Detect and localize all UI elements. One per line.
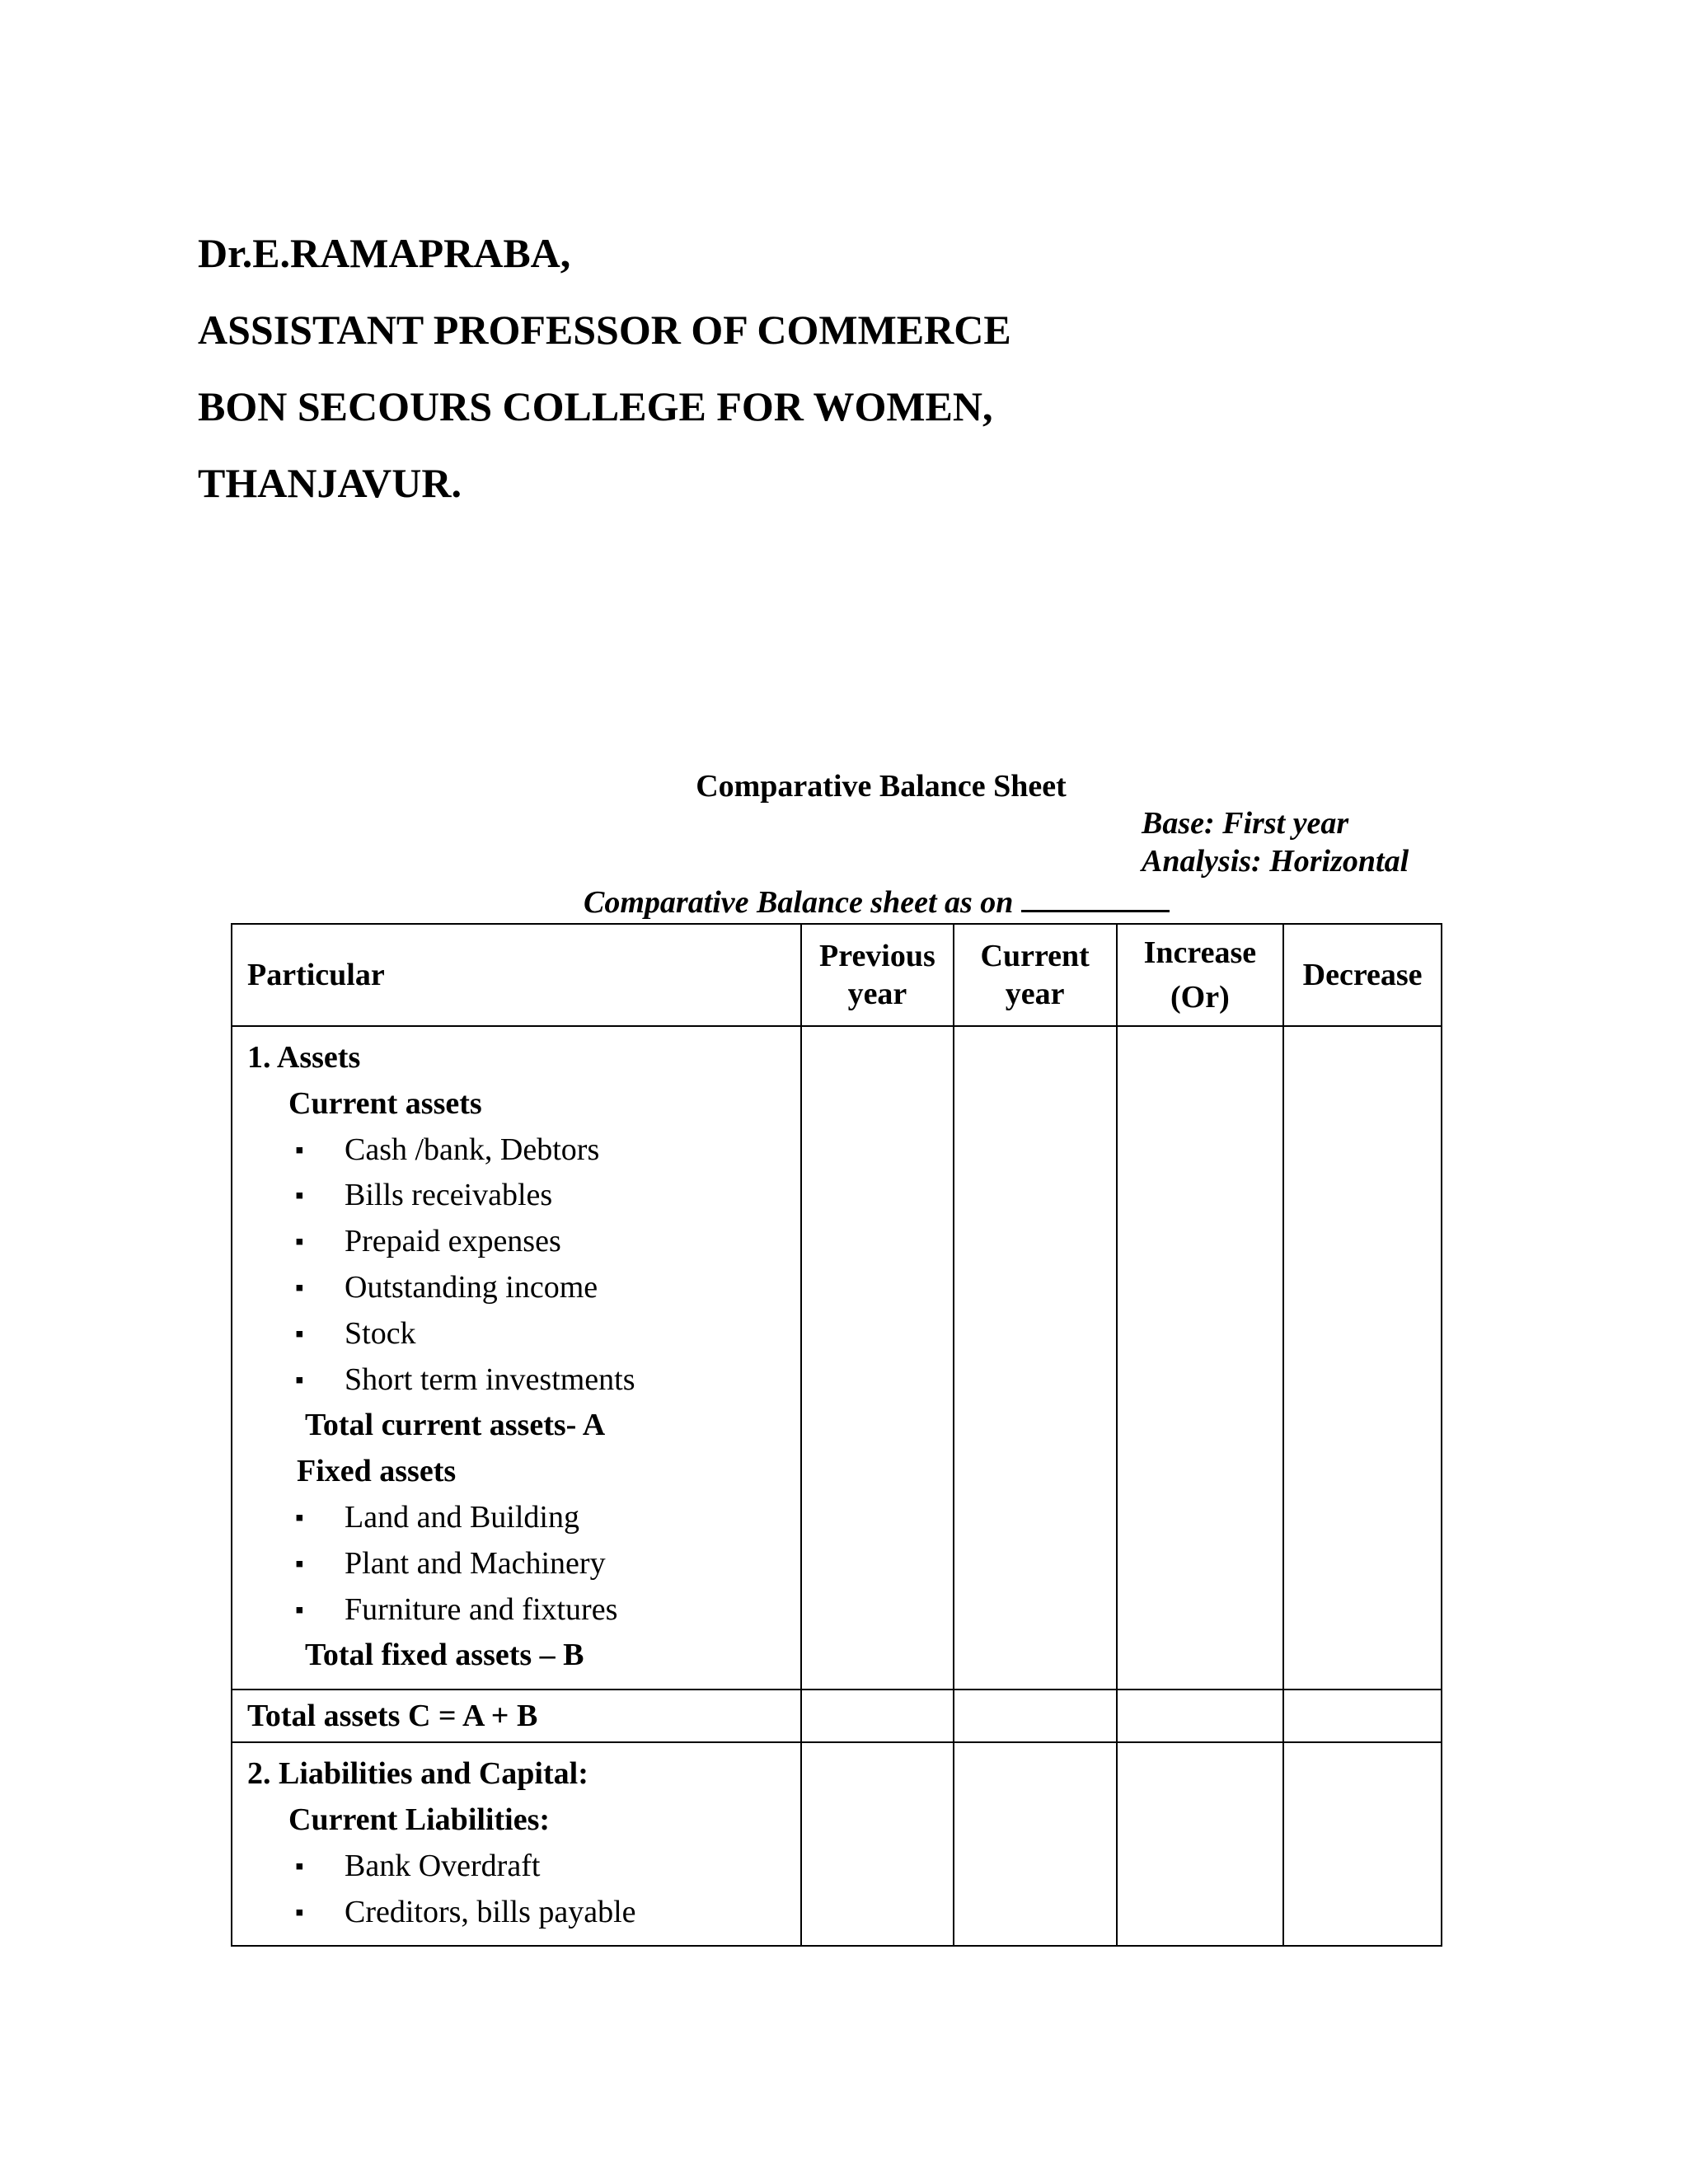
header-previous-year [801, 924, 954, 1026]
bullet-icon: ▪ [295, 1182, 304, 1210]
list-item: ▪ Bank Overdraft [247, 1844, 800, 1890]
author-college: BON SECOURS COLLEGE FOR WOMEN, [198, 383, 993, 429]
liabilities-section-row [232, 1742, 1442, 1946]
bullet-icon: ▪ [295, 1852, 304, 1880]
as-on-label: Comparative Balance sheet as on [584, 885, 1014, 920]
list-item: ▪ Land and Building [247, 1495, 800, 1541]
assets-increase-cell [1117, 1026, 1284, 1690]
table-header-row [232, 924, 1442, 1026]
list-item: ▪ Plant and Machinery [247, 1541, 800, 1587]
fixed-assets-heading: Fixed assets [297, 1454, 457, 1489]
current-assets-heading: Current assets [288, 1085, 482, 1121]
liabilities-heading: 2. Liabilities and Capital: [247, 1756, 588, 1792]
list-item: ▪ Creditors, bills payable [247, 1890, 800, 1936]
liabilities-increase-cell [1117, 1742, 1284, 1946]
list-item: ▪ Bills receivables [247, 1173, 800, 1219]
bullet-icon: ▪ [295, 1136, 304, 1164]
assets-previous-cell [801, 1026, 954, 1690]
header-decrease: Decrease [1283, 924, 1442, 1026]
header-increase [1117, 924, 1284, 1026]
assets-heading: 1. Assets [247, 1040, 361, 1075]
total-current-assets: Total current assets- A [305, 1408, 606, 1443]
total-increase-cell [1117, 1690, 1284, 1742]
assets-decrease-cell [1283, 1026, 1442, 1690]
list-item: ▪ Outstanding income [247, 1265, 800, 1311]
base-label: Base: First year [1142, 806, 1349, 841]
author-city: THANJAVUR. [198, 460, 462, 506]
total-fixed-assets: Total fixed assets – B [305, 1638, 584, 1673]
bullet-icon: ▪ [295, 1273, 304, 1301]
total-current-cell [954, 1690, 1117, 1742]
analysis-basis [1142, 804, 1409, 880]
bullet-icon: ▪ [295, 1503, 304, 1531]
header-increase-line2: (Or) [1170, 980, 1230, 1015]
bullet-icon: ▪ [295, 1366, 304, 1394]
list-item: ▪ Cash /bank, Debtors [247, 1127, 800, 1174]
header-particular: Particular [232, 924, 801, 1026]
header-previous-line2: year [847, 977, 907, 1011]
bullet-icon: ▪ [295, 1549, 304, 1577]
header-current-line1: Current [980, 939, 1090, 973]
header-increase-line1: Increase [1143, 935, 1257, 970]
liabilities-decrease-cell [1283, 1742, 1442, 1946]
bullet-icon: ▪ [295, 1898, 304, 1926]
sheet-title: Comparative Balance Sheet [696, 769, 1067, 804]
assets-current-cell [954, 1026, 1117, 1690]
total-previous-cell [801, 1690, 954, 1742]
list-item: ▪ Short term investments [247, 1357, 800, 1404]
list-item: ▪ Prepaid expenses [247, 1219, 800, 1265]
header-previous-line1: Previous [819, 939, 935, 973]
assets-particulars-cell [232, 1026, 801, 1690]
bullet-icon: ▪ [295, 1596, 304, 1624]
author-header [198, 232, 1011, 539]
date-blank [1021, 883, 1170, 912]
header-current-line2: year [1005, 977, 1065, 1011]
list-item: ▪ Stock [247, 1311, 800, 1357]
liabilities-previous-cell [801, 1742, 954, 1946]
total-decrease-cell [1283, 1690, 1442, 1742]
header-current-year [954, 924, 1117, 1026]
total-assets-label: Total assets C = A + B [232, 1690, 801, 1742]
as-on-line [584, 883, 1170, 921]
assets-section-row [232, 1026, 1442, 1690]
analysis-label: Analysis: Horizontal [1142, 844, 1409, 879]
liabilities-current-cell [954, 1742, 1117, 1946]
bullet-icon: ▪ [295, 1228, 304, 1256]
current-liabilities-heading: Current Liabilities: [288, 1802, 551, 1837]
balance-sheet-table [231, 923, 1442, 1947]
bullet-icon: ▪ [295, 1319, 304, 1347]
author-title: ASSISTANT PROFESSOR OF COMMERCE [198, 307, 1011, 353]
author-name: Dr.E.RAMAPRABA, [198, 230, 571, 276]
liabilities-particulars-cell [232, 1742, 801, 1946]
total-assets-row [232, 1690, 1442, 1742]
list-item: ▪ Furniture and fixtures [247, 1587, 800, 1633]
